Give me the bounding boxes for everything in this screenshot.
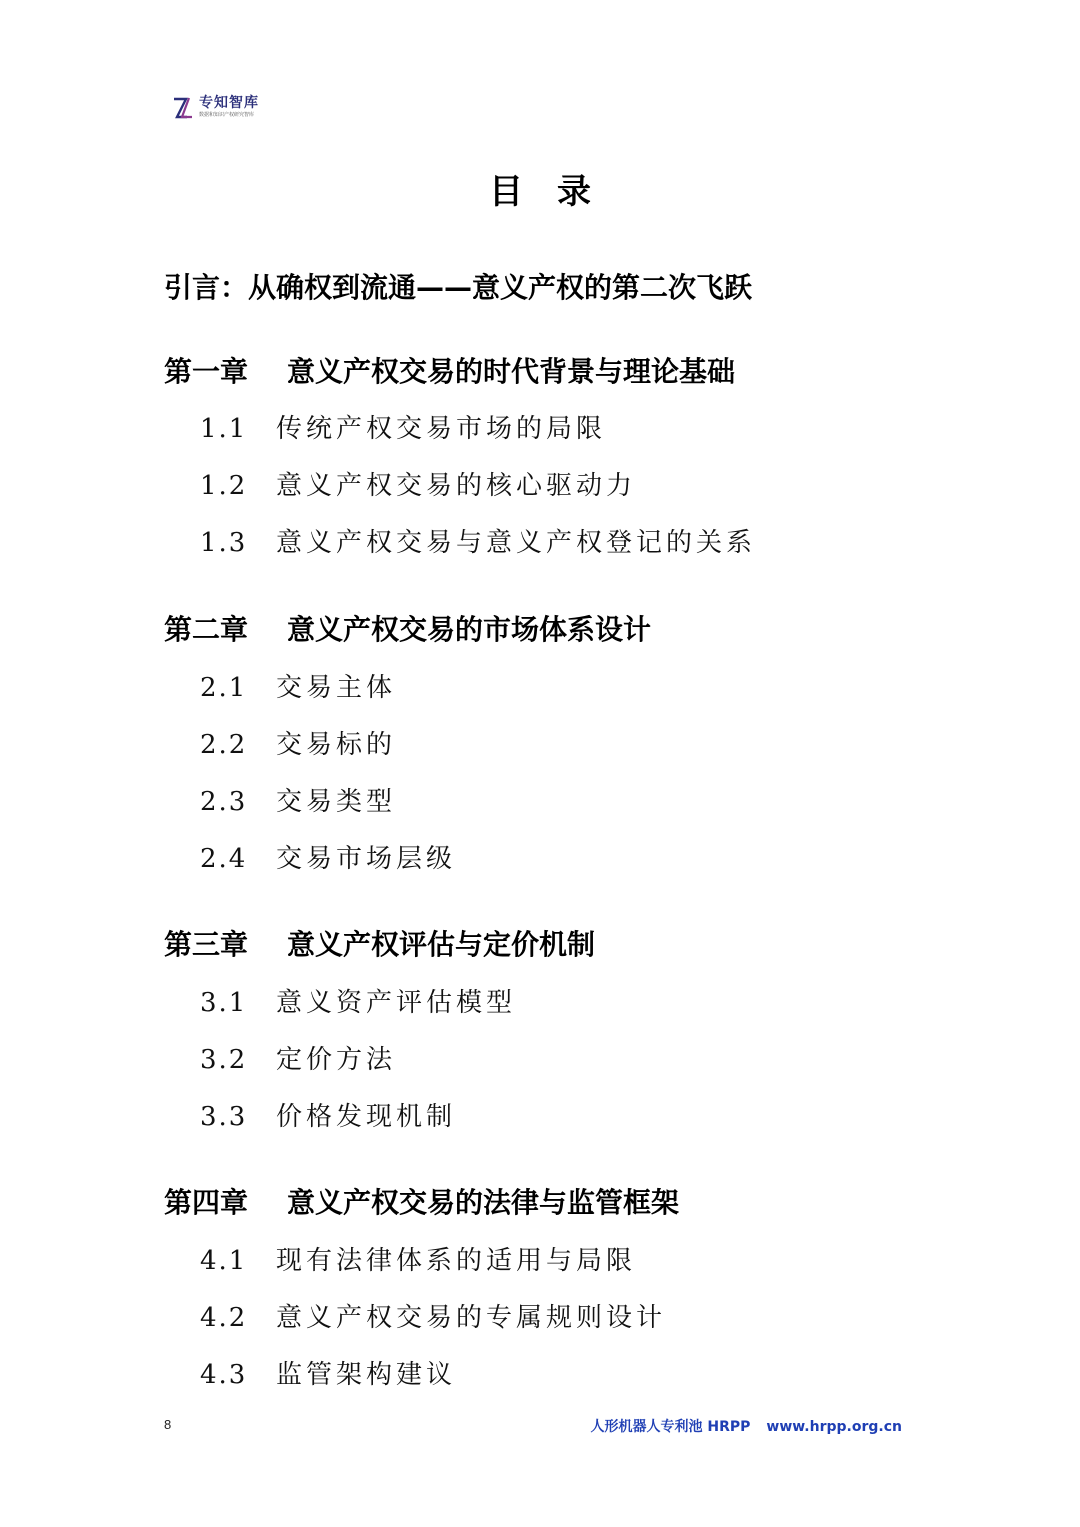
section-number: 4.2 (200, 1303, 248, 1333)
chapter-label: 第三章 (164, 928, 249, 961)
chapter-label: 第一章 (164, 355, 249, 388)
toc-section-3-1[interactable] (200, 982, 516, 1019)
section-title: 定价方法 (276, 1045, 397, 1075)
toc-section-2-3[interactable] (200, 781, 396, 818)
section-number: 3.2 (200, 1045, 248, 1075)
toc-chapter-4[interactable] (164, 1181, 679, 1221)
toc-section-2-4[interactable] (200, 838, 456, 875)
toc-section-4-1[interactable] (200, 1240, 636, 1277)
section-number: 3.1 (200, 988, 248, 1018)
toc-title: 目录 (489, 172, 625, 212)
section-title: 意义产权交易的专属规则设计 (276, 1303, 667, 1333)
section-title: 交易类型 (276, 787, 397, 817)
section-title: 交易标的 (276, 730, 397, 760)
toc-chapter-2[interactable] (164, 608, 651, 648)
chapter-title: 意义产权交易的市场体系设计 (287, 613, 652, 646)
section-number: 2.1 (200, 673, 248, 703)
toc-section-4-2[interactable] (200, 1297, 666, 1334)
toc-chapter-1[interactable] (164, 350, 735, 390)
chapter-label: 第二章 (164, 613, 249, 646)
section-title: 价格发现机制 (276, 1102, 457, 1132)
section-title: 监管架构建议 (276, 1360, 457, 1390)
logo-subtitle: 数据和知识产权研究智库 (199, 112, 255, 118)
toc-section-1-1[interactable] (200, 408, 606, 445)
toc-section-1-3[interactable] (200, 522, 756, 559)
section-number: 2.2 (200, 730, 248, 760)
page-number: 8 (164, 1417, 172, 1432)
section-title: 意义产权交易与意义产权登记的关系 (276, 528, 757, 558)
section-number: 2.3 (200, 787, 248, 817)
zl-logo-icon (172, 96, 194, 120)
chapter-title: 意义产权评估与定价机制 (287, 928, 596, 961)
section-number: 1.2 (200, 471, 248, 501)
section-title: 意义产权交易的核心驱动力 (276, 471, 637, 501)
section-number: 1.1 (200, 414, 248, 444)
section-number: 2.4 (200, 844, 248, 874)
toc-chapter-3[interactable] (164, 923, 595, 963)
footer-brand (591, 1416, 903, 1436)
footer-brand-name: 人形机器人专利池 HRPP (590, 1419, 751, 1435)
footer-url-link[interactable]: www.hrpp.org.cn (766, 1419, 902, 1435)
section-title: 交易主体 (276, 673, 397, 703)
chapter-title: 意义产权交易的时代背景与理论基础 (287, 355, 736, 388)
toc-section-4-3[interactable] (200, 1354, 456, 1391)
section-number: 4.3 (200, 1360, 248, 1390)
logo-name: 专知智库 (199, 95, 259, 111)
section-number: 3.3 (200, 1102, 248, 1132)
section-number: 1.3 (200, 528, 248, 558)
toc-section-2-1[interactable] (200, 667, 396, 704)
chapter-title: 意义产权交易的法律与监管框架 (287, 1186, 680, 1219)
section-title: 现有法律体系的适用与局限 (276, 1246, 637, 1276)
toc-section-2-2[interactable] (200, 724, 396, 761)
section-title: 交易市场层级 (276, 844, 457, 874)
toc-section-3-2[interactable] (200, 1039, 396, 1076)
section-title: 传统产权交易市场的局限 (276, 414, 607, 444)
header-logo (172, 96, 259, 122)
section-number: 4.1 (200, 1246, 248, 1276)
toc-section-1-2[interactable] (200, 465, 636, 502)
section-title: 意义资产评估模型 (276, 988, 517, 1018)
toc-intro-entry[interactable]: 引言：从确权到流通——意义产权的第二次飞跃 (164, 271, 753, 304)
toc-section-3-3[interactable] (200, 1096, 456, 1133)
chapter-label: 第四章 (164, 1186, 249, 1219)
